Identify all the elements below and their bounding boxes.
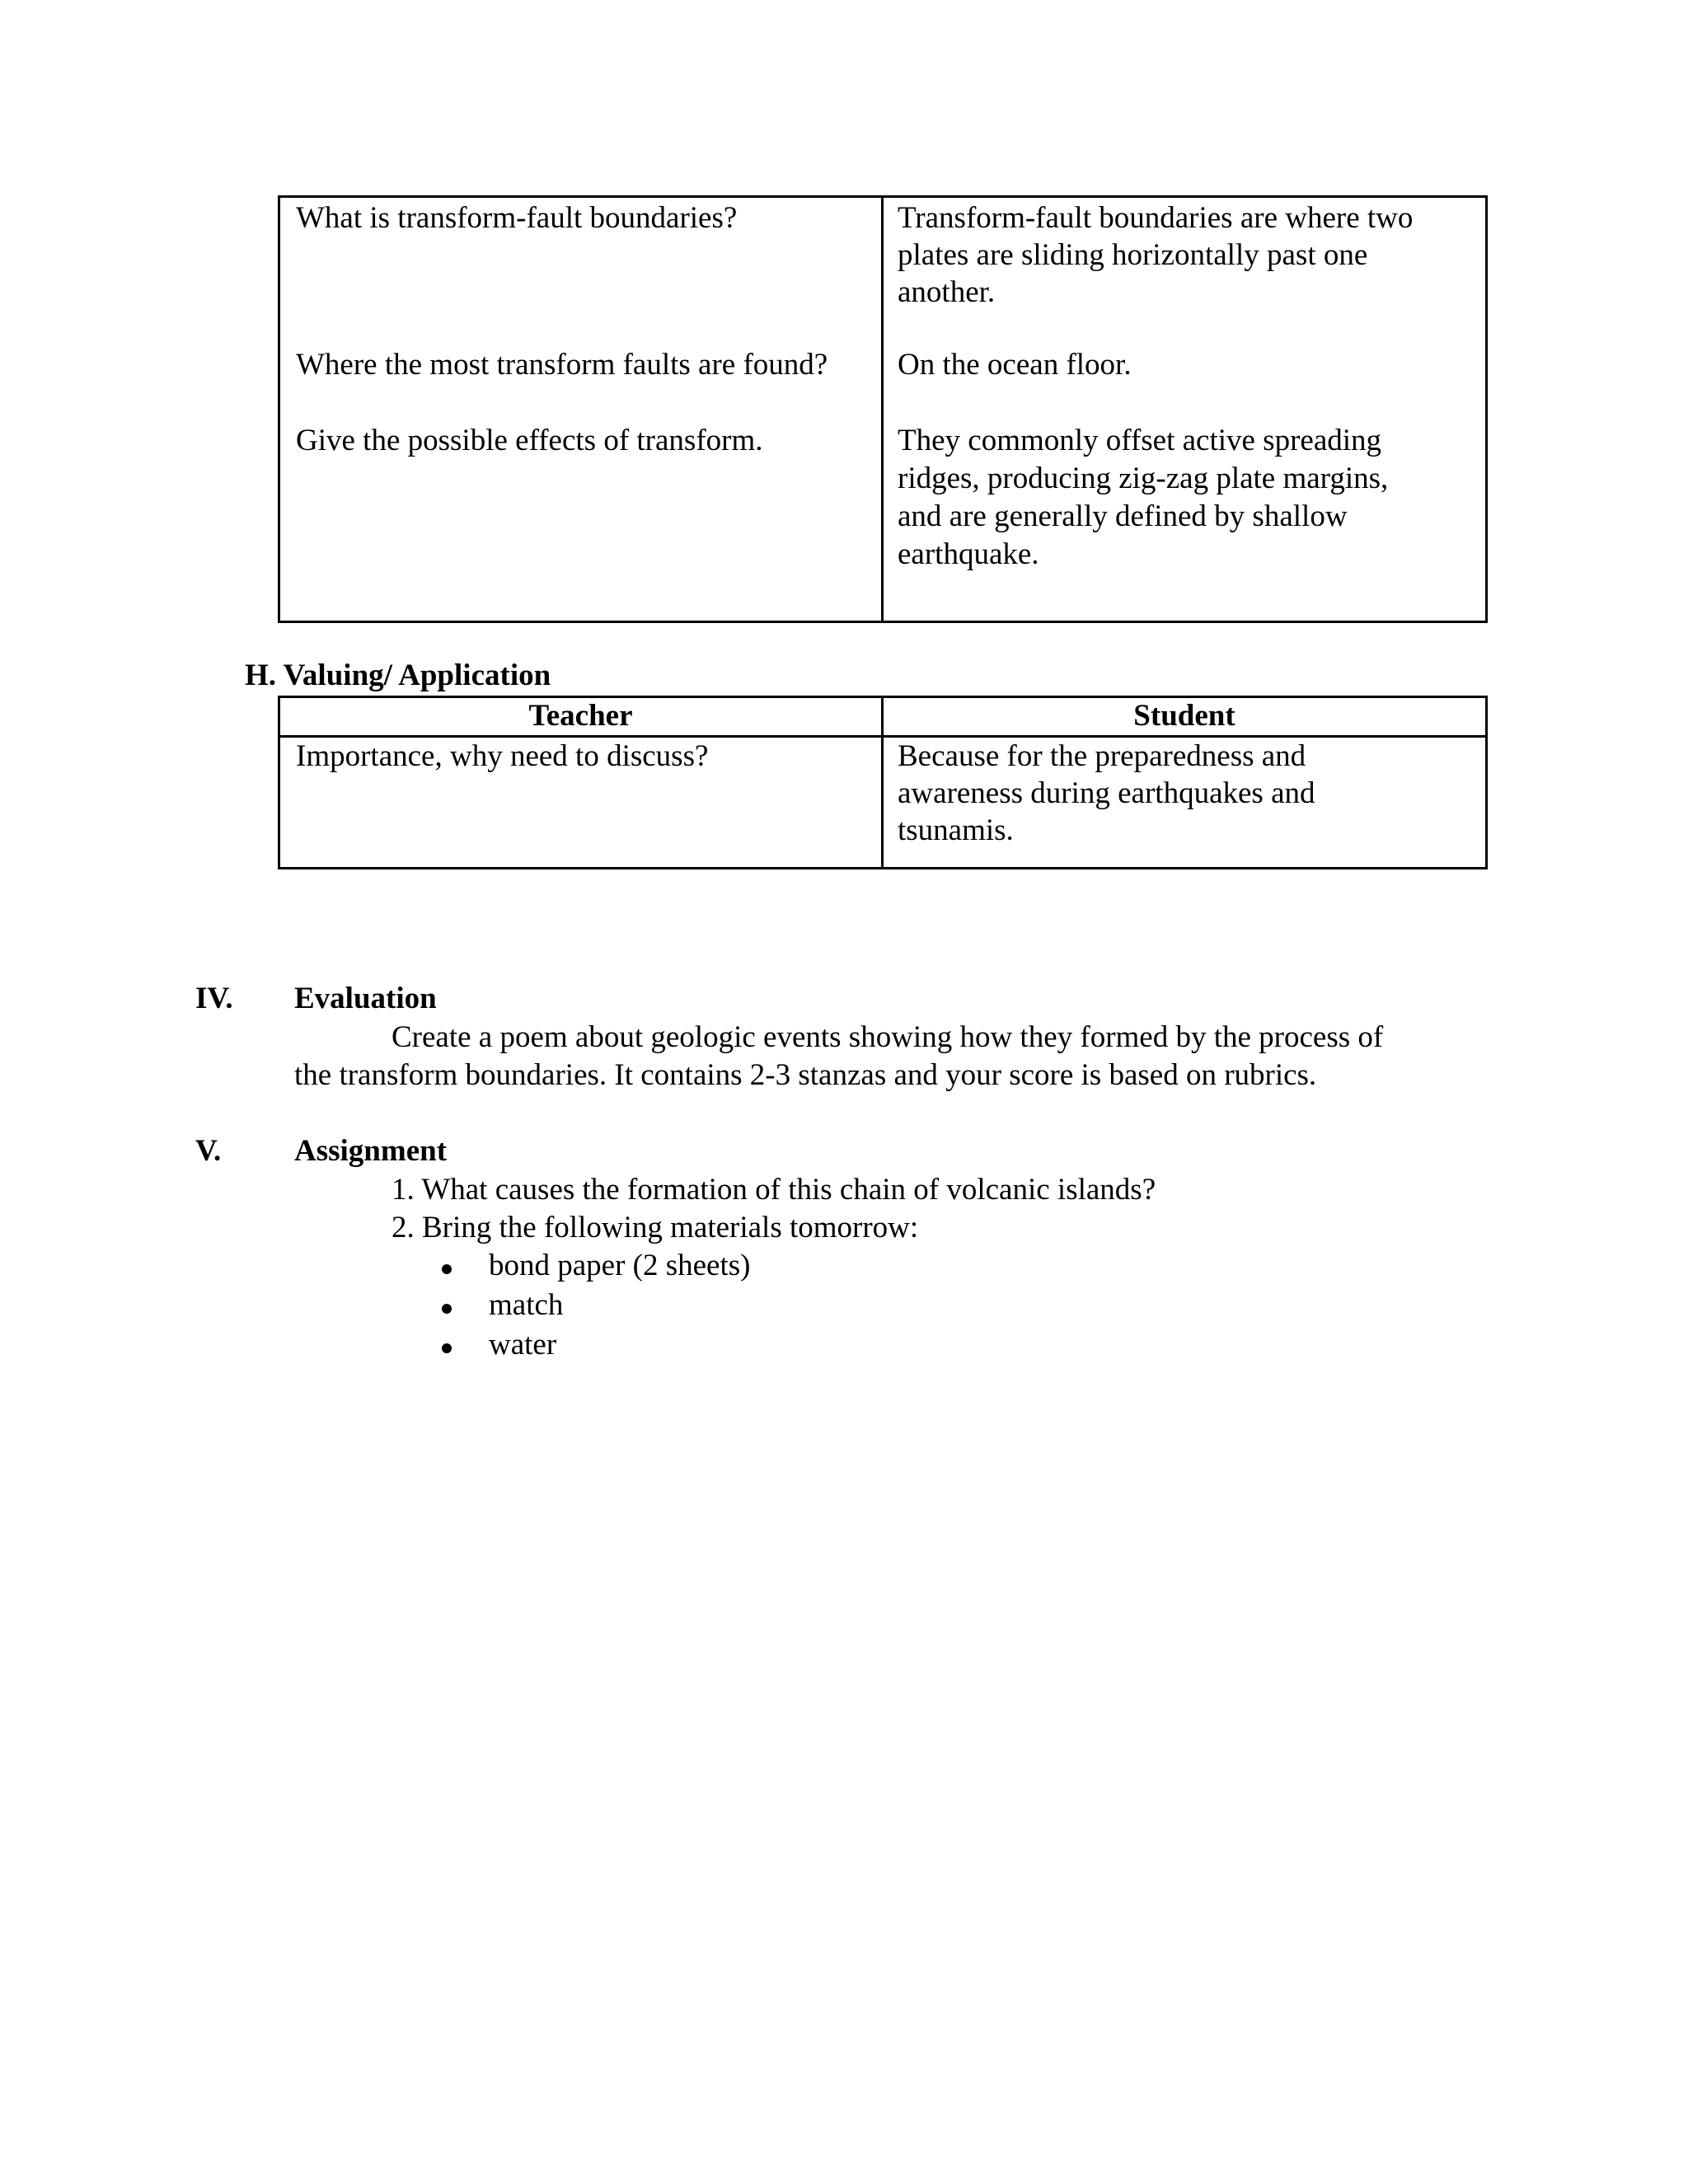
answer-1-line-3: another. (898, 275, 996, 309)
assignment-number: V. (195, 1134, 222, 1168)
question-2: Where the most transform faults are found? (296, 348, 828, 382)
teacher-cell (279, 737, 883, 869)
bullet-icon (442, 1343, 452, 1353)
material-item-3: water (489, 1328, 557, 1361)
evaluation-title: Evaluation (294, 982, 437, 1015)
material-item-1: bond paper (2 sheets) (489, 1249, 751, 1282)
evaluation-line-1: Create a poem about geologic events showing how they formed by the process of (392, 1020, 1384, 1054)
student-cell (883, 737, 1487, 869)
assignment-item-1: 1. What causes the formation of this chain of volcanic islands? (392, 1173, 1156, 1207)
answer-1-line-2: plates are sliding horizontally past one (898, 238, 1368, 272)
qa-table (278, 195, 1488, 623)
answer-3-line-4: earthquake. (898, 537, 1039, 571)
answer-cell (883, 197, 1487, 622)
evaluation-line-2: the transform boundaries. It contains 2-3 stanzas and your score is based on rubrics. (294, 1058, 1317, 1092)
material-item-2: match (489, 1288, 564, 1322)
table-row (279, 737, 1487, 869)
table-row (279, 197, 1487, 622)
valuing-table (278, 696, 1488, 869)
table-header-row (279, 697, 1487, 737)
teacher-text: Importance, why need to discuss? (296, 739, 709, 773)
assignment-item-2: 2. Bring the following materials tomorrow: (392, 1211, 919, 1244)
student-line-3: tsunamis. (898, 813, 1014, 847)
student-line-1: Because for the preparedness and (898, 739, 1306, 773)
assignment-title: Assignment (294, 1134, 448, 1168)
question-1: What is transform-fault boundaries? (296, 201, 738, 235)
question-3: Give the possible effects of transform. (296, 424, 763, 457)
answer-2-line-1: On the ocean floor. (898, 348, 1132, 382)
answer-1-line-1: Transform-fault boundaries are where two (898, 201, 1414, 235)
bullet-icon (442, 1264, 452, 1274)
teacher-header: Teacher (279, 697, 883, 737)
valuing-heading: H. Valuing/ Application (245, 658, 551, 692)
answer-3-line-1: They commonly offset active spreading (898, 424, 1382, 457)
answer-3-line-3: and are generally defined by shallow (898, 499, 1348, 533)
question-cell (279, 197, 883, 622)
student-header: Student (883, 697, 1487, 737)
student-line-2: awareness during earthquakes and (898, 776, 1315, 810)
bullet-icon (442, 1304, 452, 1314)
evaluation-number: IV. (195, 982, 233, 1015)
answer-3-line-2: ridges, producing zig-zag plate margins, (898, 462, 1389, 495)
